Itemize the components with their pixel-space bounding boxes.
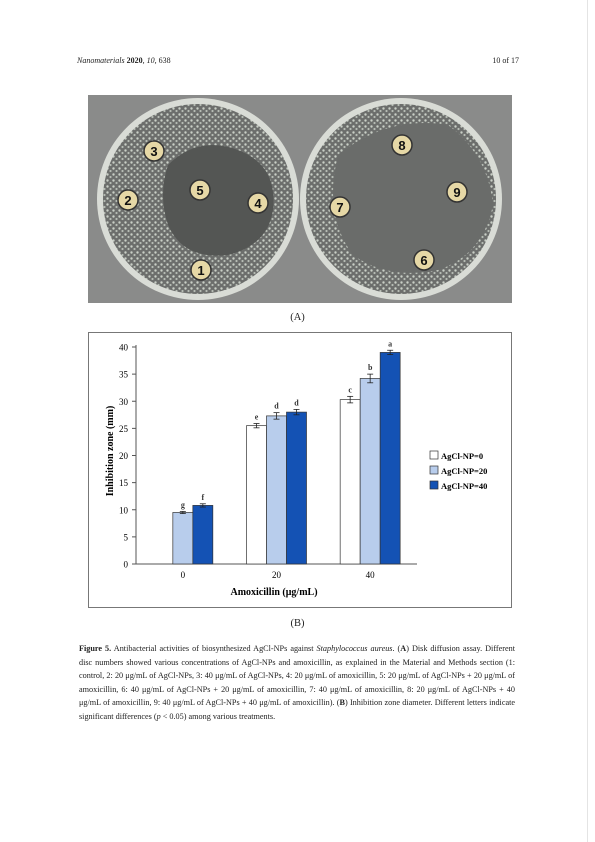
significance-letter: b: [367, 363, 373, 373]
figure-caption: [79, 642, 515, 724]
disc-5-number: 5: [196, 183, 204, 198]
x-tick-label: 40: [365, 570, 375, 580]
bar: [287, 412, 307, 564]
caption-part-3: ) Disk diffusion assay. Different disc numbers showed various concentrations of AgCl-NPs and amoxicillin, as explained in the Material and Methods section (1: control, 2: 20 μg/mL of AgCl-NPs, 3: 40 μg/mL of AgCl-NPs, 4: 20 μg/mL of amoxicillin, 5: 20 μg/mL of AgCl-NPs + 20 μg/mL of amoxicillin, 6: 40 μg/mL of AgCl-NPs + 20 μg/mL of amoxicillin, 7: 40 μg/mL of amoxicillin, 8: 20 μg/mL of AgCl-NPs + 40 μg/mL of amoxicillin, 9: 40 μg/mL of AgCl-NPs + 40 μg/mL of amoxicillin). (: [79, 644, 515, 708]
panel-a-label: (A): [290, 312, 305, 323]
legend-swatch: [430, 451, 438, 459]
disc-8-number: 8: [398, 138, 406, 153]
disc-1-marker: [191, 260, 211, 280]
disc-1-number: 1: [197, 263, 205, 278]
caption-species: Staphylococcus aureus: [316, 644, 393, 653]
petri-dish-photo: [88, 95, 512, 303]
significance-letter: f: [201, 492, 205, 502]
x-tick-label: 20: [272, 570, 281, 580]
disc-9-marker: [447, 182, 467, 202]
page-number: 10 of 17: [492, 56, 519, 65]
significance-letter: a: [388, 339, 393, 349]
article-number: 638: [158, 56, 171, 65]
y-tick-label: 40: [119, 342, 128, 353]
y-tick-label: 5: [123, 532, 128, 543]
petri-dish-illustration: [88, 95, 512, 303]
y-tick-label: 0: [123, 559, 128, 570]
right-inhibition-zone: [333, 123, 493, 273]
legend-label: AgCl-NP=20: [441, 466, 488, 476]
running-header-citation: Nanomaterials 2020, 10, 638: [77, 56, 171, 65]
disc-3-number: 3: [150, 144, 158, 159]
bar: [360, 378, 380, 564]
caption-p-symbol: p: [156, 711, 161, 721]
caption-part-1: Antibacterial activities of biosynthesized AgCl-NPs against: [113, 644, 314, 653]
disc-7-marker: [330, 197, 350, 217]
legend-swatch: [430, 466, 438, 474]
caption-panel-a-ref: A: [400, 644, 407, 653]
legend-label: AgCl-NP=0: [441, 451, 484, 461]
disc-4-marker: [248, 193, 268, 213]
x-tick-label: 0: [180, 570, 186, 580]
significance-letter: d: [294, 398, 299, 408]
disc-8-marker: [392, 135, 412, 155]
caption-part-2: . (: [392, 644, 401, 653]
inhibition-zone-chart: [88, 332, 512, 608]
significance-letter: d: [274, 401, 279, 411]
legend-label: AgCl-NP=40: [441, 481, 488, 491]
caption-part-4: ) Inhibition zone diameter. Different letters indicate significant differences (: [79, 698, 515, 721]
disc-7-number: 7: [336, 200, 344, 215]
journal-volume: 10: [146, 56, 155, 65]
disc-2-marker: [118, 190, 138, 210]
caption-part-5: < 0.05) among various treatments.: [160, 711, 276, 721]
significance-letter: e: [254, 412, 259, 422]
disc-6-number: 6: [420, 253, 428, 268]
disc-6-marker: [414, 250, 434, 270]
y-tick-label: 10: [119, 505, 128, 516]
bar: [193, 505, 213, 564]
bar: [247, 426, 267, 564]
y-axis-label: Inhibition zone (mm): [105, 405, 116, 497]
bar-chart-svg: [89, 333, 511, 607]
page-edge-rule: [587, 0, 588, 842]
bar: [340, 400, 360, 564]
bar: [380, 352, 400, 564]
caption-figure-label: Figure 5.: [79, 644, 112, 653]
bar: [173, 512, 193, 564]
x-axis-label: Amoxicillin (μg/mL): [230, 587, 318, 598]
journal-name: Nanomaterials: [77, 56, 125, 65]
y-tick-label: 30: [119, 396, 128, 407]
y-tick-label: 20: [119, 451, 128, 461]
caption-panel-b-ref: B: [339, 698, 345, 708]
disc-5-marker: [190, 180, 210, 200]
significance-letter: c: [348, 385, 352, 395]
y-tick-label: 35: [119, 369, 128, 380]
bar: [267, 416, 287, 564]
disc-4-number: 4: [254, 196, 262, 211]
disc-2-number: 2: [124, 193, 132, 208]
disc-3-marker: [144, 141, 164, 161]
significance-letter: g: [180, 500, 185, 510]
y-tick-label: 15: [119, 478, 128, 489]
legend-swatch: [430, 481, 438, 489]
disc-9-number: 9: [453, 185, 461, 200]
panel-b-label: (B): [290, 618, 305, 629]
journal-year: 2020: [126, 56, 143, 65]
y-tick-label: 25: [119, 423, 128, 434]
